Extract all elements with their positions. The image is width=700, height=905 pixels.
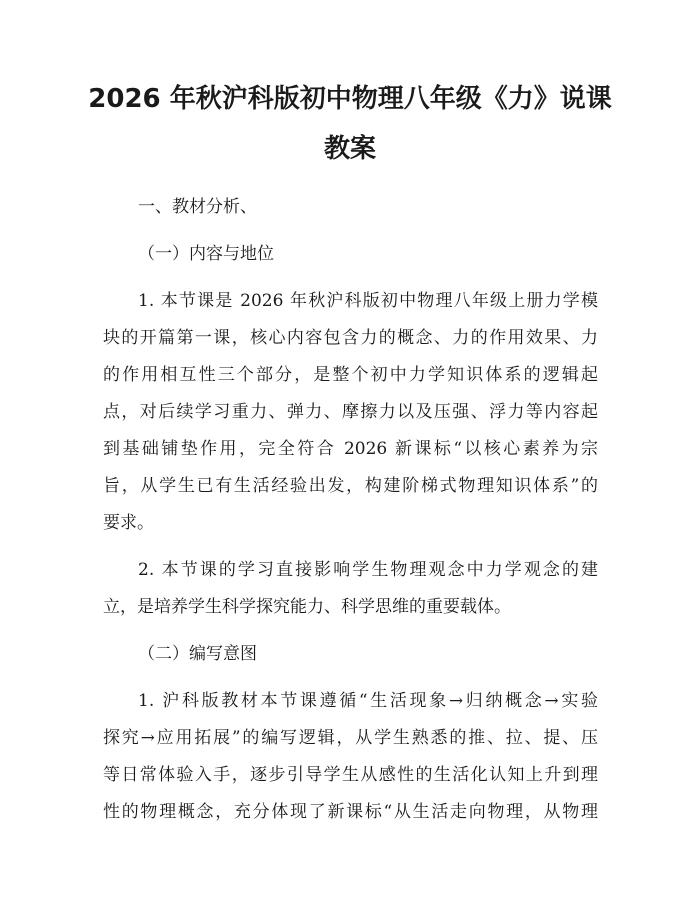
subsection-heading-content-position: （一）内容与地位 [138, 244, 274, 264]
paragraph-line: 点，对后续学习重力、弹力、摩擦力以及压强、浮力等内容起 [103, 402, 598, 422]
paragraph-line: 1. 本节课是 2026 年秋沪科版初中物理八年级上册力学模 [138, 291, 598, 311]
paragraph-line: 到基础铺垫作用，完全符合 2026 新课标“以核心素养为宗 [103, 439, 598, 459]
paragraph-line: 性的物理概念，充分体现了新课标“从生活走向物理，从物理 [103, 802, 598, 822]
subsection-heading-writing-intent: （二）编写意图 [138, 644, 257, 664]
paragraph-line: 的作用相互性三个部分，是整个初中力学知识体系的逻辑起 [103, 365, 598, 385]
paragraph-line: 2. 本节课的学习直接影响学生物理观念中力学观念的建 [138, 560, 598, 580]
paragraph-line: 块的开篇第一课，核心内容包含力的概念、力的作用效果、力 [103, 328, 598, 348]
paragraph-line: 要求。 [103, 513, 154, 533]
paragraph-line: 探究→应用拓展”的编写逻辑，从学生熟悉的推、拉、提、压 [103, 728, 598, 748]
section-heading: 一、教材分析、 [138, 197, 257, 217]
document-title-line-2: 教案 [323, 134, 376, 164]
paragraph-line: 1. 沪科版教材本节课遵循“生活现象→归纳概念→实验 [138, 691, 598, 711]
paragraph-line: 等日常体验入手，逐步引导学生从感性的生活化认知上升到理 [103, 765, 598, 785]
paragraph-line: 立，是培养学生科学探究能力、科学思维的重要载体。 [103, 597, 511, 617]
paragraph-line: 旨，从学生已有生活经验出发，构建阶梯式物理知识体系”的 [103, 476, 598, 496]
document-title-line-1: 2026 年秋沪科版初中物理八年级《力》说课 [88, 84, 612, 114]
